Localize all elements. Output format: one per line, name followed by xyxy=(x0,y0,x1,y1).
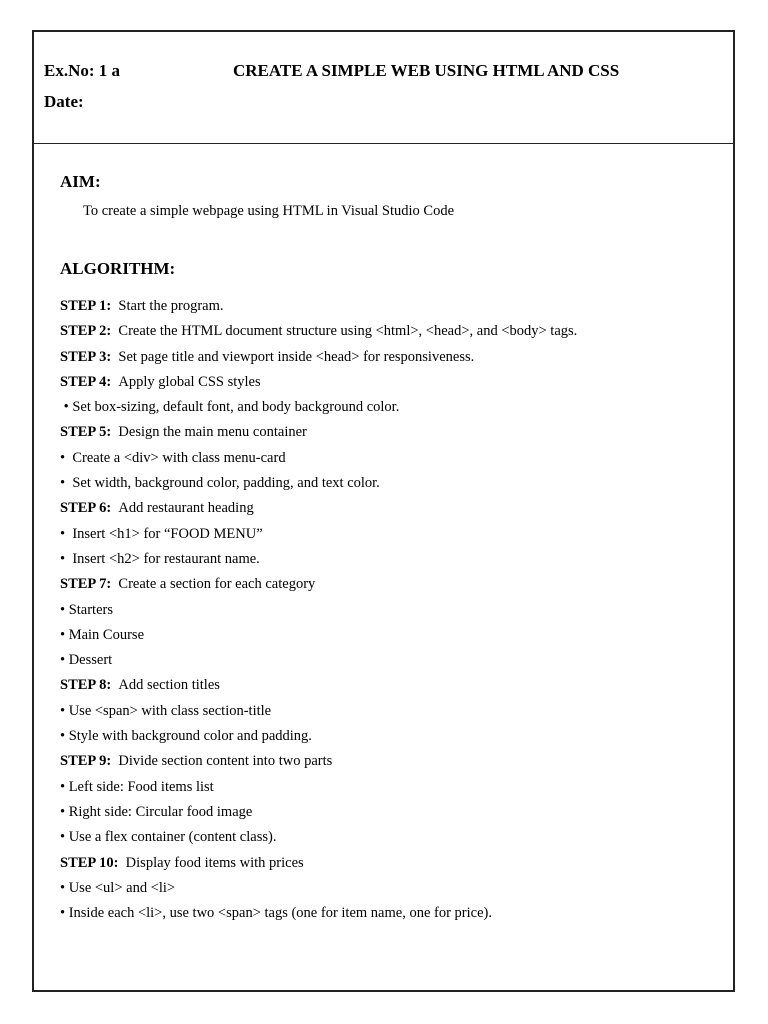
algorithm-step xyxy=(60,749,577,774)
document-header xyxy=(34,32,733,144)
algorithm-step xyxy=(60,496,577,521)
algorithm-step xyxy=(60,851,577,876)
step-label: STEP 8: xyxy=(60,677,112,694)
algorithm-bullet xyxy=(60,598,577,623)
step-label: STEP 1: xyxy=(60,298,112,314)
algorithm-step xyxy=(60,294,577,319)
algorithm-bullet xyxy=(60,547,577,572)
step-label: STEP 5: xyxy=(60,424,112,441)
algorithm-bullet xyxy=(60,446,577,471)
step-text: • Set width, background color, padding, and text color. xyxy=(60,475,380,492)
step-text: • Starters xyxy=(60,601,113,618)
step-text: • Use <span> with class section-title xyxy=(60,702,272,719)
step-text: • Insert <h1> for “FOOD MENU” xyxy=(60,525,263,542)
step-text: Design the main menu container xyxy=(118,424,307,441)
step-text: Add restaurant heading xyxy=(118,500,254,517)
step-text: • Use a flex container (content class). xyxy=(60,829,277,846)
step-text: Start the program. xyxy=(118,298,224,314)
step-text: • Inside each <li>, use two <span> tags (one for item name, one for price). xyxy=(60,905,492,922)
step-text: Add section titles xyxy=(118,677,220,694)
algorithm-bullet xyxy=(60,775,577,800)
step-text: Display food items with prices xyxy=(125,854,304,871)
step-text: Apply global CSS styles xyxy=(118,373,261,390)
step-text: • Style with background color and padding. xyxy=(60,728,312,745)
document-title: CREATE A SIMPLE WEB USING HTML AND CSS xyxy=(233,61,620,80)
step-text: • Dessert xyxy=(60,652,113,669)
step-text: Create a section for each category xyxy=(118,576,316,593)
step-label: STEP 3: xyxy=(60,348,112,365)
step-text: • Insert <h2> for restaurant name. xyxy=(60,550,260,567)
algorithm-step xyxy=(60,370,577,395)
step-text: • Create a <div> with class menu-card xyxy=(60,449,286,466)
algorithm-bullet xyxy=(60,471,577,496)
step-text: Divide section content into two parts xyxy=(118,753,333,770)
step-label: STEP 7: xyxy=(60,576,112,593)
step-text: • Use <ul> and <li> xyxy=(60,879,176,896)
step-label: STEP 9: xyxy=(60,753,112,770)
algorithm-step xyxy=(60,420,577,445)
aim-heading: AIM: xyxy=(60,172,101,191)
algorithm-bullet xyxy=(60,648,577,673)
step-text: Create the HTML document structure using <html>, <head>, and <body> tags. xyxy=(118,323,578,340)
algorithm-bullet xyxy=(60,825,577,850)
step-text: • Right side: Circular food image xyxy=(60,803,253,820)
algorithm-step xyxy=(60,572,577,597)
algorithm-bullet xyxy=(60,395,577,420)
step-text: • Main Course xyxy=(60,626,145,643)
date-label: Date: xyxy=(44,92,84,111)
step-label: STEP 10: xyxy=(60,854,119,871)
step-text: • Set box-sizing, default font, and body background color. xyxy=(60,399,400,416)
algorithm-bullet xyxy=(60,623,577,648)
step-label: STEP 6: xyxy=(60,500,112,517)
aim-text: To create a simple webpage using HTML in Visual Studio Code xyxy=(83,203,455,219)
step-text: Set page title and viewport inside <head> for responsiveness. xyxy=(118,348,475,365)
algorithm-steps xyxy=(60,294,577,926)
step-text: • Left side: Food items list xyxy=(60,778,214,795)
algorithm-bullet xyxy=(60,901,577,926)
step-label: STEP 2: xyxy=(60,323,112,340)
algorithm-bullet xyxy=(60,876,577,901)
algorithm-step xyxy=(60,345,577,370)
algorithm-bullet xyxy=(60,522,577,547)
algorithm-heading: ALGORITHM: xyxy=(60,259,176,278)
algorithm-step xyxy=(60,319,577,344)
algorithm-bullet xyxy=(60,724,577,749)
algorithm-step xyxy=(60,673,577,698)
algorithm-bullet xyxy=(60,800,577,825)
algorithm-bullet xyxy=(60,699,577,724)
step-label: STEP 4: xyxy=(60,373,112,390)
exercise-number: Ex.No: 1 a xyxy=(44,61,121,80)
